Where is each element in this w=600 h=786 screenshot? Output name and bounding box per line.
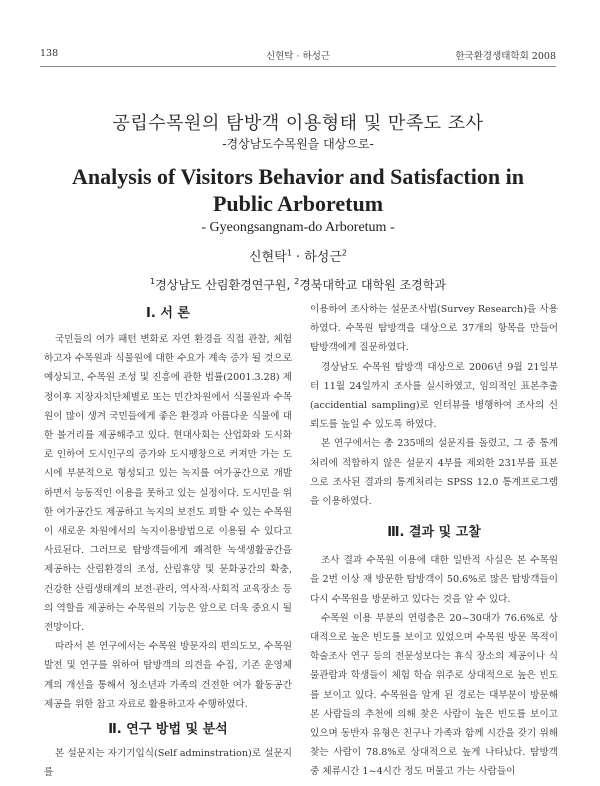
author-1: 신현탁 [249, 250, 287, 265]
section-heading-method: Ⅱ. 연구 방법 및 분석 [108, 722, 228, 738]
affiliation-1: 경상남도 산림환경연구원, [155, 278, 295, 292]
section-heading-results: Ⅲ. 결과 및 고찰 [387, 525, 481, 541]
korean-title: 공립수목원의 탐방객 이용형태 및 만족도 조사 [112, 113, 484, 134]
affiliation-2: 경북대학교 대학원 조경학과 [299, 278, 446, 292]
affiliation-2-mark: 2 [294, 277, 300, 286]
affiliation-1-mark: 1 [150, 277, 156, 286]
section-heading-intro: Ⅰ. 서 론 [146, 306, 190, 321]
left-column [44, 304, 292, 782]
intro-paragraph-2: 따라서 본 연구에서는 수목원 방문자의 편의도모, 수목원 발전 및 연구를 위하여 탐방객의 의견을 수집, 기존 운영체계의 개선을 통해서 청소년과 가족의 건전한 여가 활동공간 제공을 위한 참고 자료로 활용하고자 수행하였다. [44, 641, 292, 710]
running-head-authors: 신현탁 · 하성근 [265, 51, 331, 62]
running-head [40, 48, 556, 62]
method-continued-paragraph-3: 본 연구에서는 총 235매의 설문지를 돌렸고, 그 중 통계처리에 적합하지 않은 설문지 4부를 제외한 231부를 표본으로 조사된 결과의 통계처리는 SPSS 12.0 통계프로그램을 이용하였다. [310, 438, 558, 508]
author-2: 하성근 [304, 250, 342, 265]
author-2-mark: 2 [341, 248, 347, 258]
title-block [40, 112, 556, 294]
method-continued-paragraph-1: 이용하여 조사하는 설문조사법(Survey Research)을 사용하였다. 수목원 탐방객을 대상으로 37개의 항목을 만들어 탐방객에게 질문하였다. [310, 304, 558, 354]
right-column [310, 300, 558, 782]
author-separator: · [291, 250, 305, 265]
author-line [40, 249, 556, 267]
author-1-mark: 1 [286, 248, 292, 258]
korean-subtitle: -경상남도수목원을 대상으로- [222, 137, 374, 151]
running-head-journal: 한국환경생태학회 2008 [455, 51, 556, 62]
method-paragraph-1: 본 설문지는 자기기입식(Self adminstration)로 설문지를 [44, 748, 292, 779]
results-paragraph-1: 조사 결과 수목원 이용에 대한 일반적 사실은 본 수목원을 2번 이상 재 방문한 탐방객이 50.6%로 많은 탐방객들이 다시 수목원을 방문하고 있다는 것을 알 수 있다. [310, 555, 558, 605]
page-number: 138 [40, 48, 59, 59]
header-rule [40, 66, 556, 67]
english-title: Analysis of Visitors Behavior and Satisfaction in Public Arboretum [72, 164, 524, 216]
affiliation-line [40, 277, 556, 294]
english-subtitle: - Gyeongsangnam-do Arboretum - [201, 220, 395, 235]
results-paragraph-2: 수목원 이용 부분의 연령층은 20~30대가 76.6%로 상대적으로 높은 빈도를 보이고 있었으며 수목원 방문 목적이 학술조사 연구 등의 전문성보다는 휴식 장소의 제공이나 식물관람과 학생들이 체험 학습 위주로 상대적으로 높은 빈도를 보이고 있다. 수목원을 알게 된 경로는 대부분이 방문해 본 사람들의 추천에 의해 찾은 사람이 높은 빈도를 보이고 있으며 동반자 유형은 친구나 가족과 함께 시간을 갖기 위해 찾는 사람이 78.8%로 상대적으로 높게 나타났다. 탐방객 중 체류시간 1~4시간 정도 머물고 가는 사람들이 [310, 612, 558, 778]
intro-paragraph-1: 국민들의 여가 패턴 변화로 자연 환경을 직접 관찰, 체험하고자 수목원과 식물원에 대한 수요가 계속 증가 될 것으로 예상되고, 수목원 조성 및 진흥에 관한 법률(2001.3.28) 제정이후 지장자치단체별로 또는 민간차원에서 식물원과 수목원이 많이 생겨 국민들에게 좋은 환경과 아름다운 식물에 대한 볼거리를 제공해주고 있다. 현대사회는 산업화와 도시화로 인하여 도시인구의 증가와 도시팽창으로 커져만 가는 도시에 부분적으로 형성되고 있는 녹지를 여가공간으로 개발하면서 능동적인 이용을 못하고 있는 실정이다. 도시민을 위한 여가공간도 제공하고 녹지의 보전도 꾀할 수 있는 수목원이 새로운 차원에서의 녹지이용방법으로 이용될 수 있다고 사료된다. 그러므로 탐방객들에게 쾌적한 녹색생활공간을 제공하는 산림환경의 조성, 산림휴양 및 문화공간의 확충, 건강한 산림생태계의 보전·관리, 역사적·사회적 교육장소 등의 역할을 제공하는 수목원의 기능은 앞으로 더욱 중요시 될 전망이다. [44, 334, 292, 634]
method-continued-paragraph-2: 경상남도 수목원 탐방객 대상으로 2006년 9월 21일부터 11월 24일까지 조사를 실시하였고, 임의적인 표본추출(accidential sampling)로 인터뷰를 병행하여 조사의 신뢰도를 높일 수 있도록 하였다. [310, 361, 558, 431]
